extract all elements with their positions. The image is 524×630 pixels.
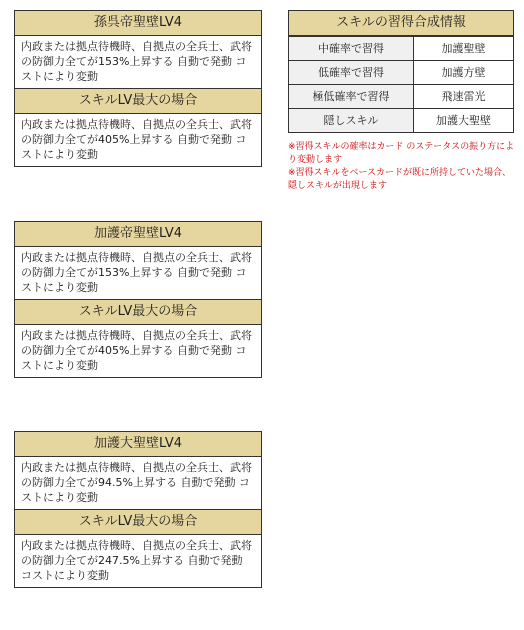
- skill-max-description: 内政または拠点待機時、自拠点の全兵士、武将の防御力全てが247.5%上昇する 自動で発動 コストにより変動: [21, 539, 252, 582]
- info-notes: [288, 141, 518, 193]
- skill-max-title: スキルLV最大の場合: [15, 510, 261, 535]
- skill-title: 加護帝聖壁LV4: [15, 222, 261, 247]
- info-row: [289, 84, 513, 108]
- skill-card-1: [14, 10, 262, 167]
- note-probability: ※習得スキルの確率はカード のステータスの振り方により変動します: [288, 142, 515, 165]
- info-label: 中確率で習得: [289, 37, 414, 60]
- info-label: 隠しスキル: [289, 109, 414, 132]
- skill-card-3: [14, 431, 262, 588]
- skill-max-title: スキルLV最大の場合: [15, 300, 261, 325]
- info-row: [289, 36, 513, 60]
- skill-synthesis-info: [288, 10, 514, 133]
- skill-description: 内政または拠点待機時、自拠点の全兵士、武将の防御力全てが94.5%上昇する 自動で発動 コストにより変動: [15, 457, 261, 510]
- info-row: [289, 108, 513, 132]
- info-value: 加護聖壁: [414, 37, 513, 60]
- info-title: スキルの習得合成情報: [289, 11, 513, 36]
- skill-max-description: 内政または拠点待機時、自拠点の全兵士、武将の防御力全てが405%上昇する 自動で発動 コストにより変動: [21, 329, 252, 372]
- skill-title: 加護大聖壁LV4: [15, 432, 261, 457]
- skill-max-description: 内政または拠点待機時、自拠点の全兵士、武将の防御力全てが405%上昇する 自動で発動 コストにより変動: [21, 118, 252, 161]
- info-value: 飛速雷光: [414, 85, 513, 108]
- skill-title: 孫呉帝聖壁LV4: [15, 11, 261, 36]
- info-label: 極低確率で習得: [289, 85, 414, 108]
- skill-card-2: [14, 221, 262, 378]
- info-row: [289, 60, 513, 84]
- skill-max-title: スキルLV最大の場合: [15, 89, 261, 114]
- skill-description: 内政または拠点待機時、自拠点の全兵士、武将の防御力全てが153%上昇する 自動で発動 コストにより変動: [15, 247, 261, 300]
- info-label: 低確率で習得: [289, 61, 414, 84]
- info-value: 加護方壁: [414, 61, 513, 84]
- info-value: 加護大聖壁: [414, 109, 513, 132]
- skill-description: 内政または拠点待機時、自拠点の全兵士、武将の防御力全てが153%上昇する 自動で発動 コストにより変動: [15, 36, 261, 89]
- note-hidden-skill: ※習得スキルをベースカードが既に所持していた場合、隠しスキルが出現します: [288, 168, 512, 191]
